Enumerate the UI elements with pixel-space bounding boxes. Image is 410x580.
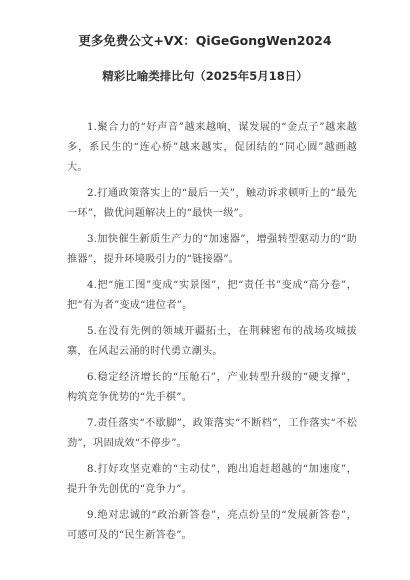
sentence-list [67,118,357,552]
list-item: 7.责任落实“不歇脚”，政策落实“不断档”，工作落实“不松劲”，巩固成效“不停步”。 [67,418,357,449]
list-item: 2.打通政策落实上的“最后一关”，触动诉求顿听上的“最先一环”，做优问题解决上的“最快一级”。 [67,188,357,219]
list-item: 6.稳定经济增长的“压舱石”，产业转型升级的“硬支撑”，构筑竞争优势的“先手棋”。 [67,372,357,403]
list-item: 1.聚合力的“好声音”越来越响，谋发展的“金点子”越来越多，系民生的“连心桥”越来越实，促团结的“同心圆”越画越大。 [67,122,357,173]
document-title: 精彩比喻类排比句（2025年5月18日） [102,69,308,83]
promo-header: 更多免费公文+VX：QiGeGongWen2024 [78,33,332,48]
list-item: 5.在没有先例的领域开疆拓土，在荆棘密布的战场攻城拔寨，在风起云涌的时代勇立潮头。 [67,326,357,357]
list-item: 3.加快催生新质生产力的“加速器”，增强转型驱动力的“助推器”，提升环境吸引力的“链接器”。 [67,234,357,265]
list-item: 8.打好攻坚克难的“主动仗”，跑出追赶超越的“加速度”，提升争先创优的“竞争力”。 [67,464,357,495]
list-item: 9.绝对忠诚的“政治新答卷”，亮点纷呈的“发展新答卷”，可感可及的“民生新答卷”。 [67,510,357,541]
list-item: 4.把“施工图”变成“实景图”，把“责任书”变成“高分卷”，把“有为者”变成“进位者”。 [67,280,357,311]
